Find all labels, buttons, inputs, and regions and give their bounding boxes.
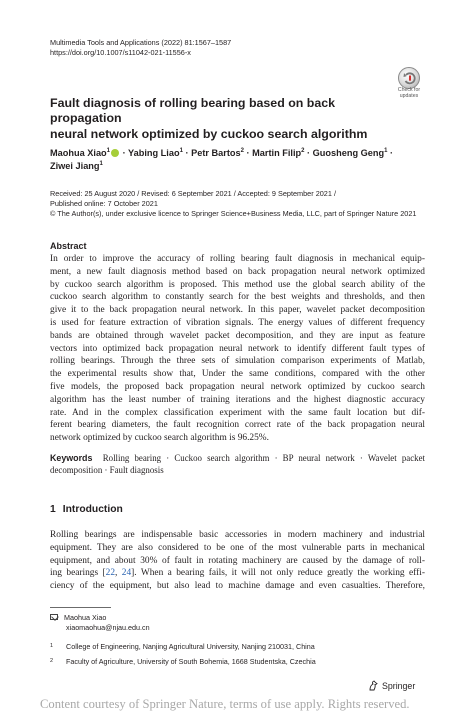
affiliation-number: 2	[50, 658, 54, 664]
intro-line: Rolling bearings are indispensable basic accessories in modern machinery and industrial	[50, 530, 425, 540]
corresponding-email[interactable]: xiaomaohua@njau.edu.cn	[66, 622, 150, 632]
abstract-line: algorithm has the least number of training iterations and the highest diagnostic accuracy	[50, 394, 425, 405]
intro-line	[50, 567, 425, 580]
title-line-2: neural network optimized by cuckoo search algorithm	[50, 126, 368, 141]
dates-line-2: Published online: 7 October 2021	[50, 198, 158, 208]
abstract-line: bands are obtained through wavelet packet decomposition, and they are input as feature	[50, 330, 425, 341]
intro-text: ,	[115, 568, 122, 579]
author-affiliation-mark: 1	[179, 148, 183, 154]
section-title: Introduction	[62, 504, 123, 515]
author-name[interactable]: Yabing Liao$^1$	[128, 148, 183, 158]
abstract-line: vectors into optimized back propagation neural network to identify different fault types of	[50, 343, 425, 354]
section-heading-introduction	[50, 504, 123, 515]
intro-line: ciency of the equipment, but also lead to machine damage and even casualties. Therefore,	[50, 581, 425, 592]
author-separator: ·	[243, 148, 253, 158]
publication-dates	[50, 189, 440, 218]
doi-link[interactable]: https://doi.org/10.1007/s11042-021-11556-x	[50, 47, 191, 57]
intro-line: equipment, and about 30% of fault in rotating machinery are caused by the damage of roll-	[50, 555, 425, 566]
keywords	[50, 452, 425, 477]
journal-header	[50, 38, 231, 57]
footnote-divider	[50, 607, 111, 608]
springer-horse-icon	[368, 680, 379, 691]
intro-text: ing bearings [	[50, 568, 106, 579]
keywords-line-1: Rolling bearing · Cuckoo search algorithm · BP neural network · Wavelet packet	[102, 453, 425, 463]
intro-line: equipment. They are also considered to be one of the most vulnerable parts in mechanical	[50, 542, 425, 553]
publisher-name: Springer	[382, 680, 416, 691]
abstract-line: rate. And in the complex classification experiment with the same fault location but dif-	[50, 407, 425, 418]
affiliation-text: Faculty of Agriculture, University of South Bohemia, 1668 Studentska, Czechia	[66, 657, 316, 666]
section-number: 1	[50, 504, 56, 515]
journal-citation: Multimedia Tools and Applications (2022) 81:1567–1587	[50, 38, 232, 47]
affiliation-1	[50, 642, 430, 652]
author-name[interactable]: Petr Bartos$^2$	[191, 148, 244, 158]
intro-text: ]. When a bearing fails, it will not only reduce greatly the working effi-	[131, 568, 425, 579]
access-watermark: Content courtesy of Springer Nature, terms of use apply. Rights reserved.	[40, 697, 410, 711]
orcid-icon[interactable]	[111, 149, 119, 157]
corresponding-name: Maohua Xiao	[64, 613, 107, 622]
keywords-line-2: decomposition · Fault diagnosis	[50, 465, 164, 476]
abstract-line: network optimized by cuckoo search algorithm is 96.25%.	[50, 433, 269, 444]
affiliation-number: 1	[50, 643, 54, 649]
dates-line-1: Received: 25 August 2020 / Revised: 6 September 2021 / Accepted: 9 September 2021 /	[50, 189, 336, 198]
keywords-heading: Keywords	[50, 453, 93, 463]
author-name[interactable]: Maohua Xiao$^1$	[50, 148, 111, 158]
author-affiliation-mark: 1	[106, 148, 111, 154]
author-separator: ·	[182, 148, 192, 158]
envelope-icon	[50, 614, 58, 620]
check-for-updates-icon	[398, 67, 420, 89]
author-list	[50, 147, 430, 173]
abstract-line: five models, the proposed back propagation neural network optimized by cuckoo search	[50, 381, 425, 392]
author-separator: ·	[304, 148, 313, 158]
abstract-line: In order to improve the accuracy of rolling bearing fault diagnosis in mechanical equip-	[50, 254, 425, 264]
abstract-body	[50, 253, 425, 445]
corresponding-author	[50, 613, 150, 632]
author-affiliation-mark: 1	[384, 148, 388, 154]
author-affiliation-mark: 2	[240, 148, 244, 154]
affiliation-2	[50, 657, 430, 667]
abstract-line: ment, a new fault diagnosis method based on back propagation neural network optimized	[50, 266, 425, 277]
abstract-line: ferent bearing diameters, the fault recognition correct rate of the back propagation neural	[50, 420, 425, 431]
title-line-1: Fault diagnosis of rolling bearing based on back propagation	[50, 96, 336, 126]
author-name[interactable]: Martin Filip$^2$	[252, 148, 305, 158]
author-separator: ·	[387, 148, 394, 158]
citation-link[interactable]: 24	[121, 568, 132, 579]
abstract-line: is used for feature extraction of vibration signals. The energy values of different frequency	[50, 317, 425, 328]
affiliation-text: College of Engineering, Nanjing Agricultural University, Nanjing 210031, China	[66, 642, 315, 651]
abstract-line: the experimental results show that, Under the same conditions, compared with the other	[50, 369, 425, 380]
abstract-line: rolling bearings. Through the three sets of simulation comparison experiments of Matlab,	[50, 356, 425, 367]
abstract-line: cuckoo search algorithm to constantly search for the best weights and thresholds, and then	[50, 292, 425, 303]
introduction-body	[50, 529, 425, 593]
abstract-line: give it to the back propagation neural network. In this paper, wavelet packet decomposition	[50, 305, 425, 316]
author-separator: ·	[120, 148, 129, 158]
citation-link[interactable]: 22	[105, 568, 116, 579]
abstract-line: by cuckoo search algorithm is proposed. This method use the global search ability of the	[50, 279, 425, 290]
author-affiliation-mark: 2	[301, 148, 305, 154]
abstract-heading: Abstract	[50, 241, 87, 251]
paper-title	[50, 96, 410, 142]
author-name[interactable]: Guosheng Geng$^1$	[312, 148, 388, 158]
author-affiliation-mark: 1	[99, 161, 103, 167]
badge-line-2: updates	[399, 92, 419, 99]
badge-line-1: Check for	[397, 87, 421, 93]
author-name[interactable]: Ziwei Jiang$^1$	[50, 161, 103, 171]
publisher-logo	[368, 680, 415, 691]
copyright-line: © The Author(s), under exclusive licence to Springer Science+Business Media, LLC, part of Springer Nature 2021	[50, 208, 417, 218]
